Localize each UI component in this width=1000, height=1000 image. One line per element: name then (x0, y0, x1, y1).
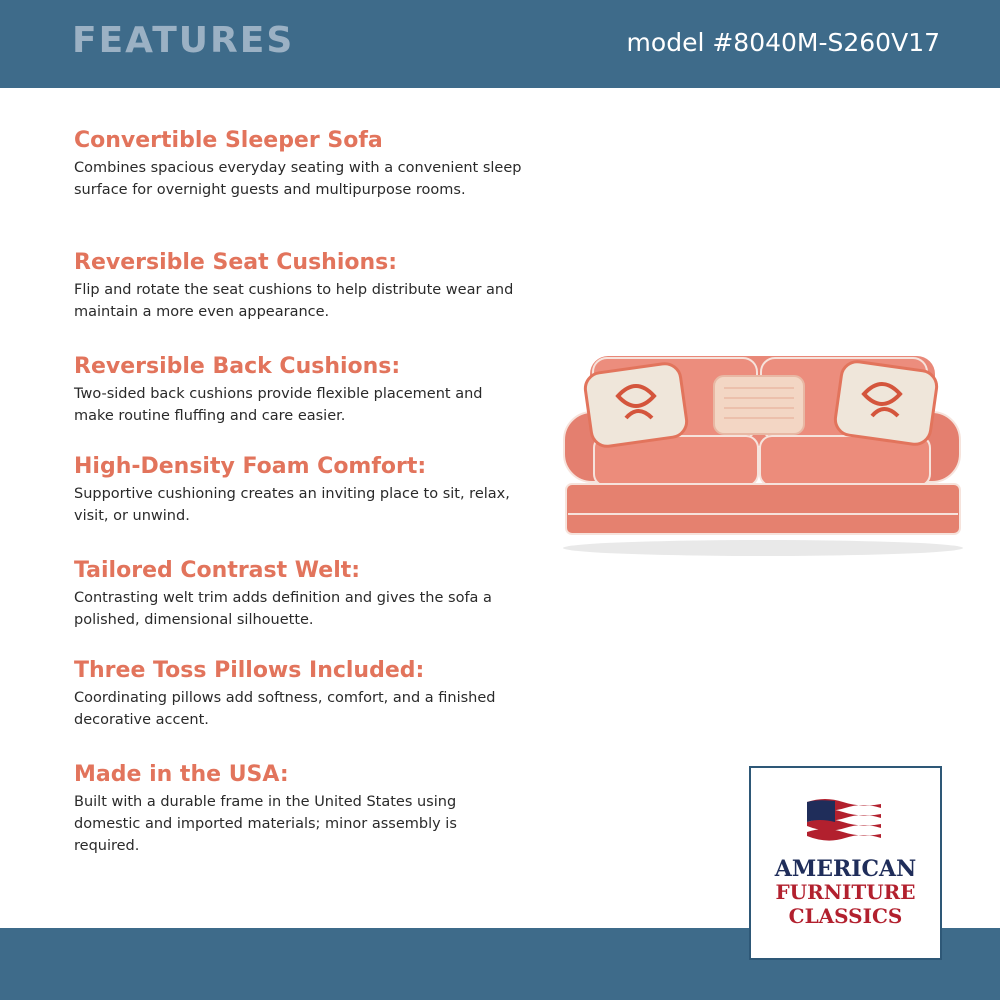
feature-item (74, 658, 524, 731)
brand-logo (749, 766, 942, 960)
logo-text-line1: AMERICAN (774, 856, 917, 882)
feature-description: Contrasting welt trim adds definition and gives the sofa a polished, dimensional silhouette. (74, 590, 492, 628)
feature-title: High-Density Foam Comfort: (74, 454, 427, 479)
feature-description: Coordinating pillows add softness, comfort, and a finished decorative accent. (74, 690, 496, 728)
feature-item (74, 354, 524, 427)
feature-title: Tailored Contrast Welt: (74, 558, 361, 583)
header-band (0, 0, 1000, 88)
feature-title: Convertible Sleeper Sofa (74, 128, 383, 153)
logo-text-line2: FURNITURE (775, 880, 916, 904)
feature-description: Built with a durable frame in the United States using domestic and imported materials; minor assembly is required. (74, 794, 457, 854)
sofa-illustration (548, 326, 978, 566)
sofa-image (548, 326, 978, 566)
feature-title: Reversible Seat Cushions: (74, 250, 398, 275)
feature-item (74, 250, 524, 323)
feature-title: Made in the USA: (74, 762, 289, 787)
page-title: FEATURES (72, 20, 295, 61)
feature-description: Flip and rotate the seat cushions to help distribute wear and maintain a more even appearance. (74, 282, 514, 320)
feature-title: Reversible Back Cushions: (74, 354, 401, 379)
feature-item (74, 454, 524, 527)
logo-text-line3: CLASSICS (788, 904, 903, 928)
us-flag-icon (805, 798, 883, 850)
feature-description: Two-sided back cushions provide flexible placement and make routine fluffing and care easier. (74, 386, 483, 424)
feature-description: Combines spacious everyday seating with a convenient sleep surface for overnight guests and multipurpose rooms. (74, 160, 522, 198)
feature-item (74, 558, 524, 631)
feature-title: Three Toss Pillows Included: (74, 658, 425, 683)
feature-description: Supportive cushioning creates an inviting place to sit, relax, visit, or unwind. (74, 486, 510, 524)
model-number: model #8040M-S260V17 (626, 28, 940, 57)
feature-item (74, 128, 524, 201)
feature-item (74, 762, 524, 857)
